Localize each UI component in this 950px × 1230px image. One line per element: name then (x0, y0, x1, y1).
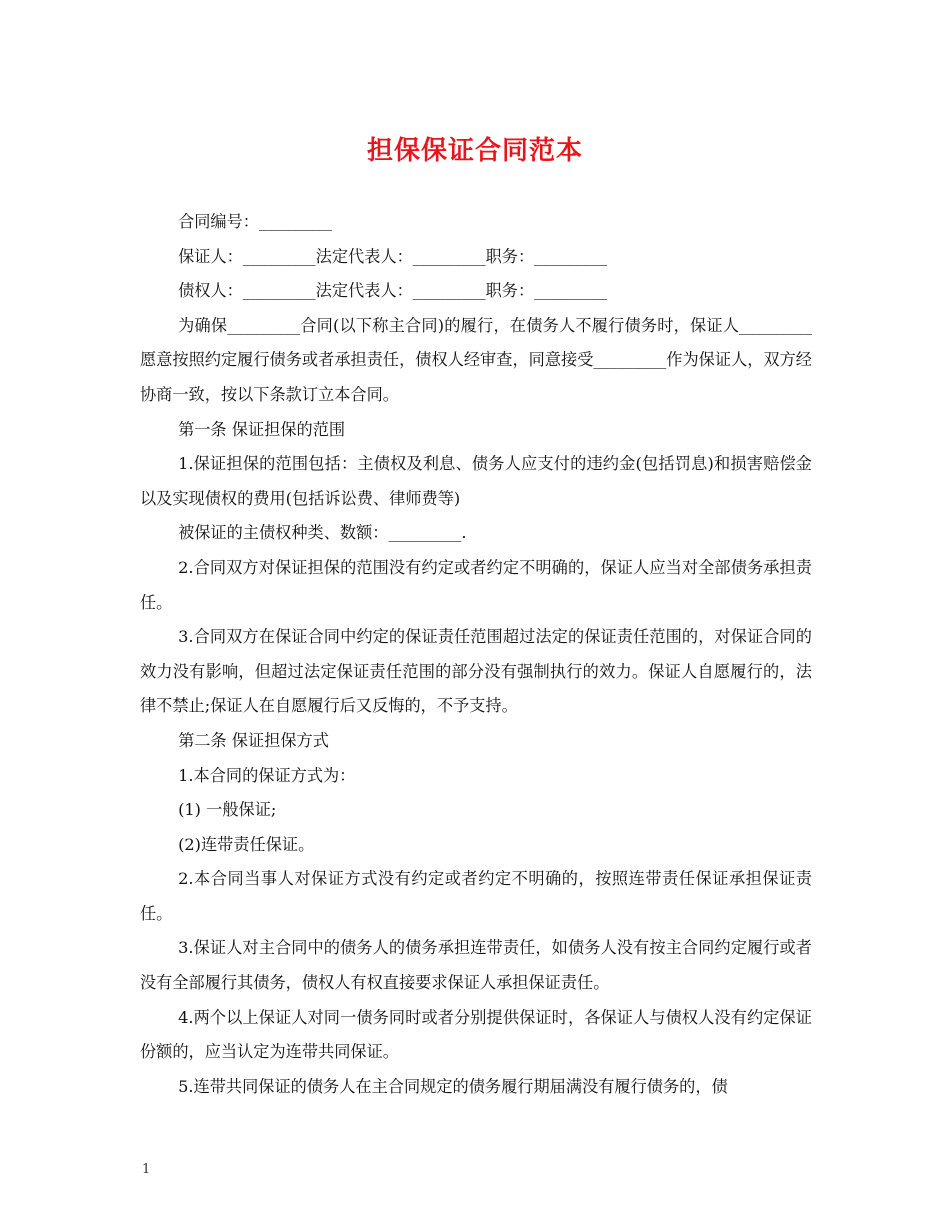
contract-number-line: 合同编号：_________ (178, 212, 332, 231)
guarantor-line: 保证人：_________法定代表人：_________职务：_________ (178, 246, 608, 266)
article-2-clause-3: 3.保证人对主合同中的债务人的债务承担连带责任，如债务人没有按主合同约定履行或者没有全部履行其债务，债权人有权直接要求保证人承担保证责任。 (140, 938, 812, 993)
preamble-paragraph: 为确保_________合同(以下称主合同)的履行，在债务人不履行债务时，保证人_________愿意按照约定履行债务或者承担责任，债权人经审查，同意接受_________作为保证人，双方经协商一致，按以下条款订立本合同。 (140, 315, 812, 404)
document-body (140, 205, 812, 1104)
article-1-clause-3: 3.合同双方在保证合同中约定的保证责任范围超过法定的保证责任范围的，对保证合同的效力没有影响，但超过法定保证责任范围的部分没有强制执行的效力。保证人自愿履行的，法律不禁止;保证人在自愿履行后又反悔的，不予支持。 (140, 627, 812, 716)
article-1-clause-2: 2.合同双方对保证担保的范围没有约定或者约定不明确的，保证人应当对全部债务承担责任。 (140, 557, 812, 612)
document-title: 担保保证合同范本 (366, 136, 583, 166)
article-2-clause-4: 4.两个以上保证人对同一债务同时或者分别提供保证时，各保证人与债权人没有约定保证份额的，应当认定为连带共同保证。 (140, 1007, 812, 1062)
creditor-line: 债权人：_________法定代表人：_________职务：_________ (178, 281, 608, 301)
article-2-clause-1: 1.本合同的保证方式为： (178, 765, 356, 785)
article-2-option-2: (2)连带责任保证。 (178, 834, 315, 854)
article-1-clause-1: 1.保证担保的范围包括：主债权及利息、债务人应支付的违约金(包括罚息)和损害赔偿金以及实现债权的费用(包括诉讼费、律师费等) (140, 454, 812, 508)
article-2-option-1: (1) 一般保证; (178, 800, 277, 820)
article-2-heading: 第二条 保证担保方式 (178, 730, 329, 750)
article-2-clause-2: 2.本合同当事人对保证方式没有约定或者约定不明确的，按照连带责任保证承担保证责任。 (140, 869, 812, 923)
article-1-debt-type: 被保证的主债权种类、数额：_________. (178, 523, 467, 543)
article-1-heading: 第一条 保证担保的范围 (178, 419, 346, 439)
article-2-clause-5: 5.连带共同保证的债务人在主合同规定的债务履行期届满没有履行债务的，债 (178, 1076, 728, 1096)
page-number: 1 (142, 1162, 151, 1177)
